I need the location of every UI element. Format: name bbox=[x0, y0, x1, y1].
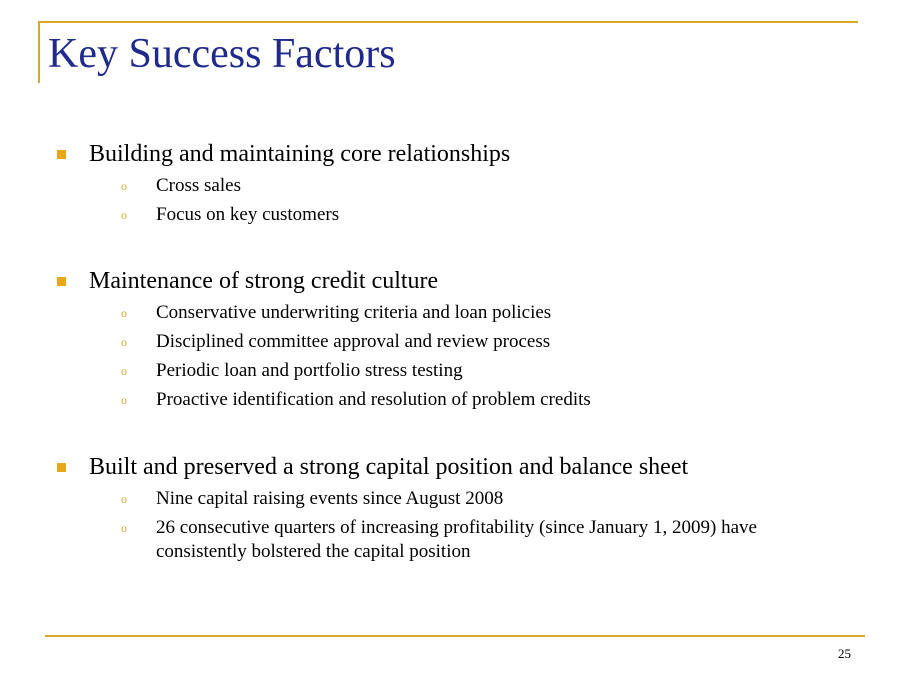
bullet-item bbox=[0, 452, 911, 482]
sub-bullet-text: Periodic loan and portfolio stress testing bbox=[156, 360, 463, 381]
circle-bullet-icon: o bbox=[121, 393, 127, 407]
sub-bullet-text: Proactive identification and resolution of problem credits bbox=[156, 389, 591, 410]
sub-bullet-item bbox=[0, 203, 911, 227]
bullet-item bbox=[0, 139, 911, 169]
sub-bullet-item bbox=[0, 388, 911, 412]
circle-bullet-icon: o bbox=[121, 335, 127, 349]
bullet-item bbox=[0, 266, 911, 296]
sub-bullet-text: Conservative underwriting criteria and loan policies bbox=[156, 302, 552, 323]
square-bullet-icon bbox=[57, 463, 66, 472]
square-bullet-icon bbox=[57, 277, 66, 286]
sub-bullet-item bbox=[0, 359, 911, 383]
sub-bullet-item bbox=[0, 301, 911, 325]
circle-bullet-icon: o bbox=[121, 208, 127, 222]
sub-bullet-item bbox=[0, 174, 911, 198]
sub-bullet-item bbox=[0, 516, 911, 564]
circle-bullet-icon: o bbox=[121, 364, 127, 378]
bullet-text: Building and maintaining core relationships bbox=[89, 141, 511, 167]
bullet-group-2 bbox=[0, 266, 911, 412]
bullet-group-1 bbox=[0, 139, 911, 227]
sub-bullet-text: 26 consecutive quarters of increasing profitability (since January 1, 2009) have consistently bolstered the capital position bbox=[156, 517, 757, 562]
sub-bullet-text: Disciplined committee approval and review process bbox=[156, 331, 551, 352]
sub-bullet-text: Cross sales bbox=[156, 175, 241, 196]
sub-bullet-item bbox=[0, 330, 911, 354]
circle-bullet-icon: o bbox=[121, 179, 127, 193]
sub-bullet-item bbox=[0, 487, 911, 511]
circle-bullet-icon: o bbox=[121, 492, 127, 506]
bullet-group-3 bbox=[0, 452, 911, 564]
page-number: 25 bbox=[838, 646, 851, 661]
bullet-text: Maintenance of strong credit culture bbox=[89, 268, 439, 294]
square-bullet-icon bbox=[57, 150, 66, 159]
footer-rule bbox=[45, 635, 865, 637]
circle-bullet-icon: o bbox=[121, 521, 127, 535]
circle-bullet-icon: o bbox=[121, 306, 127, 320]
bullet-text: Built and preserved a strong capital position and balance sheet bbox=[89, 454, 689, 480]
title-left-rule bbox=[38, 21, 40, 83]
sub-bullet-text: Focus on key customers bbox=[156, 204, 340, 225]
title-top-rule bbox=[38, 21, 858, 23]
sub-bullet-text: Nine capital raising events since August 2008 bbox=[156, 488, 504, 509]
slide-title: Key Success Factors bbox=[48, 31, 396, 77]
